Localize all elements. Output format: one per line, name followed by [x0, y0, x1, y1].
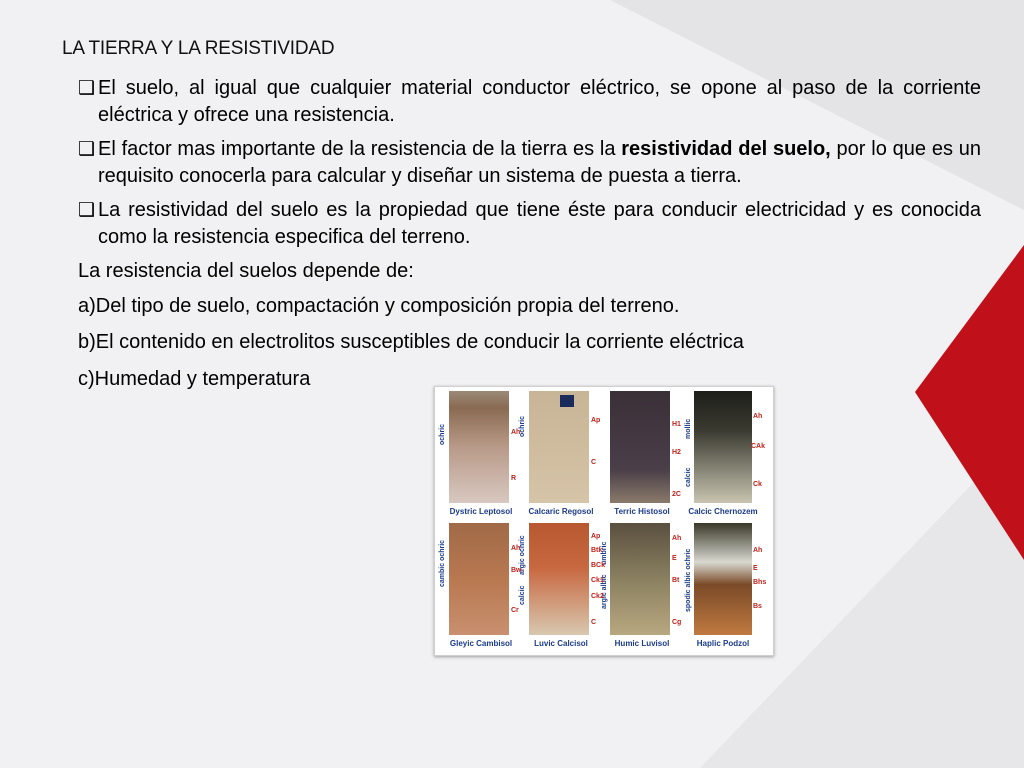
bullet-3: ❑ La resistividad del suelo es la propiedad que tiene éste para conducir electricidad y es conocida como la resistencia especifica del terreno.: [78, 199, 981, 248]
bullet-1: ❑ El suelo, al igual que cualquier material conductor eléctrico, se opone al paso de la corriente eléctrica y ofrece una resistencia.: [78, 77, 981, 126]
horizon-label: C: [591, 619, 597, 626]
diagnostic-label: calcic: [519, 585, 526, 605]
diagnostic-label: ochric: [519, 415, 526, 437]
diagnostic-label: cambic ochric: [439, 539, 446, 587]
panel-label: Dystric Leptosol: [449, 507, 513, 516]
horizon-label: Ah: [672, 535, 682, 542]
factor-c: c)Humedad y temperatura: [78, 368, 311, 390]
diagnostic-label: calcic: [685, 467, 692, 487]
horizon-label: Bs: [753, 603, 762, 610]
diagnostic-label: spodic albic ochric: [685, 548, 692, 612]
horizon-label: Ck: [753, 481, 762, 488]
horizon-label: Btk: [591, 547, 603, 554]
horizon-label: Bhs: [753, 579, 767, 586]
soil-profiles-image: [434, 386, 774, 656]
horizon-label: R: [511, 475, 517, 482]
horizon-label: 2C: [672, 491, 681, 498]
horizon-label: Ap: [591, 417, 601, 424]
horizon-label: H1: [672, 421, 681, 428]
diagnostic-label: umbric: [601, 541, 608, 565]
factor-a: a)Del tipo de suelo, compactación y composición propia del terreno.: [78, 295, 680, 317]
depends-heading: La resistencia del suelos depende de:: [78, 260, 414, 282]
diagnostic-label: mollic: [685, 418, 692, 439]
diagnostic-label: argic ochric: [519, 535, 526, 575]
horizon-label: Ah: [753, 547, 763, 554]
bullet-2: ❑ El factor mas importante de la resistencia de la tierra es la resistividad del suelo, por lo que es un requisito conocerla para calcular y diseñar un sistema de puesta a tierra.: [78, 138, 982, 187]
horizon-label: BCk: [591, 562, 606, 569]
panel-label: Haplic Podzol: [696, 639, 750, 648]
horizon-label: H2: [672, 449, 681, 456]
panel-label: Terric Histosol: [614, 507, 670, 516]
horizon-label: Cr: [511, 607, 519, 614]
horizon-label: Ah: [511, 545, 521, 552]
horizon-label: Ck1: [591, 577, 604, 584]
horizon-label: E: [753, 565, 758, 572]
diagnostic-label: ochric: [439, 423, 446, 445]
bold-term: resistividad del suelo,: [621, 138, 831, 160]
checkbox-bullet-icon: ❑: [78, 78, 96, 99]
horizon-label: E: [672, 555, 677, 562]
horizon-label: Ck2: [591, 593, 604, 600]
checkbox-bullet-icon: ❑: [78, 139, 96, 160]
diagnostic-label: argic albic: [601, 574, 608, 609]
panel-label: Calcic Chernozem: [688, 507, 758, 516]
checkbox-bullet-icon: ❑: [78, 200, 96, 221]
panel-label: Humic Luvisol: [614, 639, 670, 648]
slide-title: LA TIERRA Y LA RESISTIVIDAD: [62, 38, 335, 59]
horizon-label: CAk: [751, 443, 766, 450]
horizon-label: Bt: [672, 577, 680, 584]
panel-label: Calcaric Regosol: [528, 507, 594, 516]
horizon-label: Ah: [511, 429, 521, 436]
panel-label: Gleyic Cambisol: [449, 639, 513, 648]
horizon-label: Ah: [753, 413, 763, 420]
soil-profile-photos: [435, 387, 773, 655]
horizon-label: Bw: [511, 567, 522, 574]
horizon-label: Ap: [591, 533, 601, 540]
factor-b: b)El contenido en electrolitos susceptibles de conducir la corriente eléctrica: [78, 331, 744, 353]
horizon-label: Cg: [672, 619, 682, 626]
horizon-label: C: [591, 459, 597, 466]
panel-label: Luvic Calcisol: [534, 639, 588, 648]
